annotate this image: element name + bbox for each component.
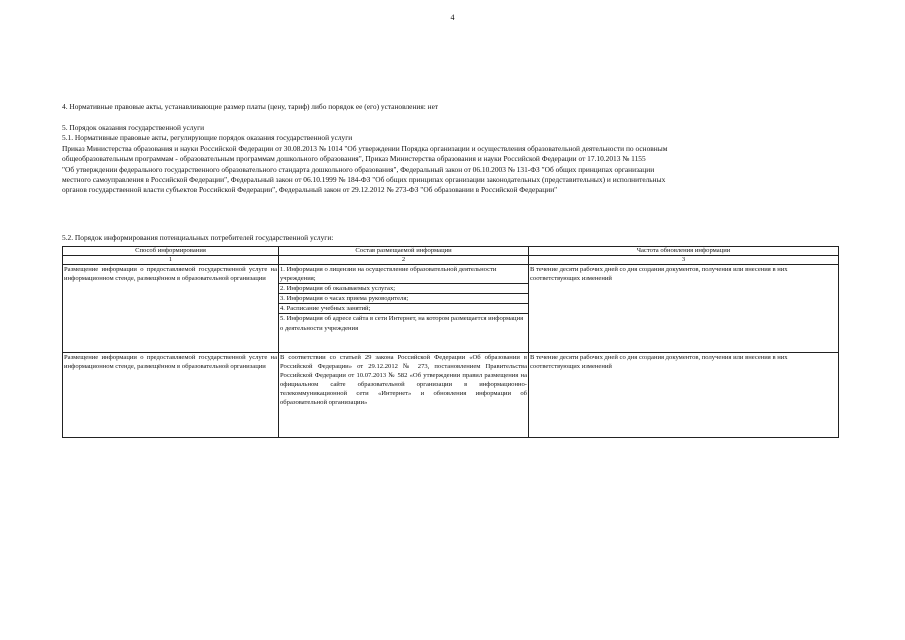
legal-acts-line: "Об утверждении федерального государственного образовательного стандарта дошкольного образования", Федеральный закон от 06.10.2003 № 131-ФЗ "Об общих принципах организации xyxy=(62,164,655,174)
column-number: 3 xyxy=(529,256,839,265)
column-header-frequency: Частота обновления информации xyxy=(529,247,839,256)
column-number: 2 xyxy=(279,256,529,265)
frequency-cell: В течение десяти рабочих дней со дня создания документов, получения или внесения в них соответствующих изменений xyxy=(529,353,839,438)
method-cell: Размещение информации о предоставляемой государственной услуге на информационном стенде, размещённом в образовательной организации xyxy=(63,353,279,438)
table-header-row xyxy=(63,247,839,256)
column-number: 1 xyxy=(63,256,279,265)
table-row xyxy=(63,265,839,353)
content-cell: В соответствии со статьей 29 закона Российской Федерации «Об образовании в Российской Федерации» от 29.12.2012 № 273, постановлением Правительства Российской Федерации от 10.07.2013 № 582 «Об утверждении правил размещения на официальном сайте образовательной организации в информационно-телекоммуникационной сети «Интернет» и обновления информации об образовательной организации» xyxy=(279,353,529,438)
content-item: 2. Информация об оказываемых услугах; xyxy=(279,284,528,294)
method-cell: Размещение информации о предоставляемой государственной услуге на информационном стенде, размещённом в образовательной организации xyxy=(63,265,279,353)
informing-table xyxy=(62,246,839,438)
legal-acts-line: органов государственной власти субъектов Российской Федерации", Федеральный закон от 29.12.2012 № 273-ФЗ "Об образовании в Российской Федерации" xyxy=(62,185,558,195)
page-number: 4 xyxy=(450,13,455,22)
content-cell xyxy=(279,265,529,353)
section-5-1-heading: 5.1. Нормативные правовые акты, регулирующие порядок оказания государственной услуги xyxy=(62,133,353,143)
section-5-heading: 5. Порядок оказания государственной услуги xyxy=(62,123,205,132)
legal-acts-line: местного самоуправления в Российской Федерации", Федеральный закон от 06.10.1999 № 184-ФЗ "Об общих принципах организации законодательных (представительных) и исполнительных xyxy=(62,175,666,185)
frequency-cell: В течение десяти рабочих дней со дня создания документов, получения или внесения в них соответствующих изменений xyxy=(529,265,839,353)
table-row xyxy=(63,353,839,438)
column-header-method: Способ информирования xyxy=(63,247,279,256)
content-item: 1. Информация о лицензии на осуществление образовательной деятельности учреждения; xyxy=(279,265,528,284)
legal-acts-line: общеобразовательным программам - образовательным программам дошкольного образования", Приказ Министерства образования и науки Российской Федерации от 17.10.2013 № 1155 xyxy=(62,154,646,164)
section-5-2-title: 5.2. Порядок информирования потенциальных потребителей государственной услуги: xyxy=(62,233,334,242)
content-item: 3. Информация о часах приема руководителя; xyxy=(279,294,528,304)
section-5 xyxy=(62,123,842,196)
content-item: 5. Информация об адресе сайта в сети Интернет, на котором размещается информация о деятельности учреждения xyxy=(280,315,524,332)
content-item: 4. Расписание учебных занятий; xyxy=(279,304,528,314)
column-header-content: Состав размещаемой информации xyxy=(279,247,529,256)
column-number-row xyxy=(63,256,839,265)
legal-acts-line: Приказ Министерства образования и науки Российской Федерации от 30.08.2013 № 1014 "Об утверждении Порядка организации и осуществления образовательной деятельности по основным xyxy=(62,143,668,153)
section-4-paragraph: 4. Нормативные правовые акты, устанавливающие размер платы (цену, тариф) либо порядок ее (его) установления: нет xyxy=(62,102,439,111)
